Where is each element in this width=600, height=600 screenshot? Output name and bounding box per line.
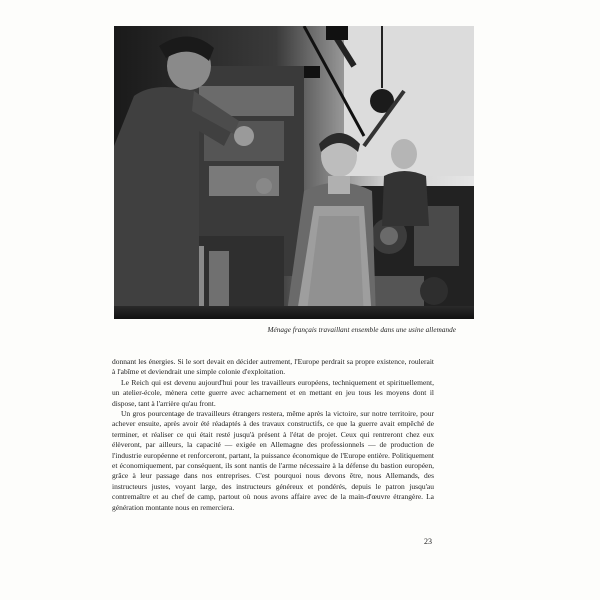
paragraph: Un gros pourcentage de travailleurs étrangers restera, même après la victoire, sur notre territoire, pour achever ensuite, après avoir été réadaptés à des travaux constructifs, ce que la guerre avait empêché de terminer, et réaliser ce qui était resté jusqu'à présent à l'état de projet. Ceux qui rentreront chez eux élèveront, par ailleurs, la capacité — exigée en Allemagne des professionnels — de production de l'industrie européenne et renforceront, partant, la puissance économique de l'Europe entière. Politiquement et économiquement, par conséquent, ils sont nantis de l'arme nécessaire à la défense du bastion européen, grâce à leur passage dans nos entreprises. C'est pourquoi nous devons être, nous Allemands, des instructeurs justes, voyant large, des instructeurs généreux et pondérés, depuis le patron jusqu'au contremaître et au chef de camp, partout où nous avons affaire avec de la main-d'œuvre étrangère. La génération montante nous en remerciera. xyxy=(112,409,434,512)
paragraph: Le Reich qui est devenu aujourd'hui pour les travailleurs européens, techniquement et spirituellement, un atelier-école, mènera cette guerre avec acharnement et en mettant en jeu tous les moyens dont il dispose, tant à l'arrière qu'au front. xyxy=(112,377,434,408)
figure-caption: Ménage français travaillant ensemble dans une usine allemande xyxy=(267,326,456,334)
photograph-image xyxy=(114,26,474,319)
body-text xyxy=(112,357,434,513)
factory-photograph xyxy=(114,26,474,319)
paragraph: donnant les énergies. Si le sort devait en décider autrement, l'Europe perdrait sa propre existence, roulerait à l'abîme et deviendrait une simple colonie d'exploitation. xyxy=(112,357,434,377)
page-number: 23 xyxy=(424,537,432,546)
